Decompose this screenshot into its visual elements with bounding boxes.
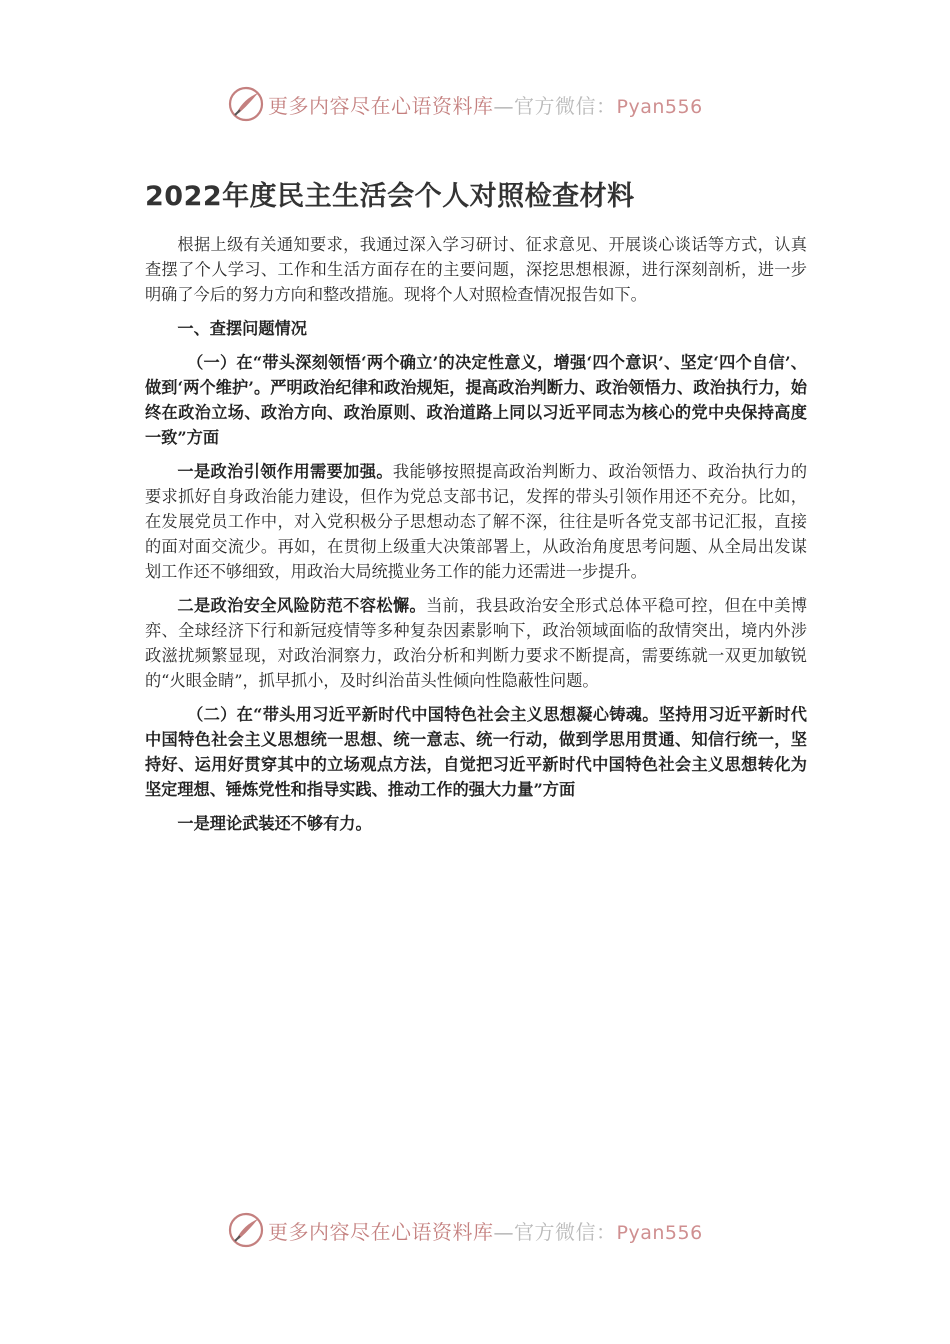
watermark-site-text: 更多内容尽在心语资料库 <box>268 1219 494 1244</box>
point-lead: 二是政治安全风险防范不容松懈。 <box>177 596 427 615</box>
watermark-wechat-label: 官方微信： <box>514 1219 617 1244</box>
quill-logo-icon <box>228 1212 264 1248</box>
document-title: 2022年度民主生活会个人对照检查材料 <box>145 181 635 212</box>
watermark-separator: — <box>493 93 514 118</box>
watermark-banner-bottom <box>228 1210 748 1250</box>
point-paragraph <box>145 459 807 584</box>
watermark-text <box>268 1216 703 1245</box>
watermark-wechat-id: Pyan556 <box>616 95 703 118</box>
point-paragraph <box>145 593 807 693</box>
point-lead: 一是理论武装还不够有力。 <box>177 814 372 833</box>
point-body: 我能够按照提高政治判断力、政治领悟力、政治执行力的要求抓好自身政治能力建设，但作为党总支部书记，发挥的带头引领作用还不充分。比如，在发展党员工作中，对入党积极分子思想动态了解不深，往往是听各党支部书记汇报，直接的面对面交流少。再如，在贯彻上级重大决策部署上，从政治角度思考问题、从全局出发谋划工作还不够细致，用政治大局统揽业务工作的能力还需进一步提升。 <box>145 462 808 581</box>
subsection-heading: （一）在“带头深刻领悟‘两个确立’的决定性意义，增强‘四个意识’、坚定‘四个自信’、做到‘两个维护’。严明政治纪律和政治规矩，提高政治判断力、政治领悟力、政治执行力，始终在政治立场、政治方向、政治原则、政治道路上同以习近平同志为核心的党中央保持高度一致”方面 <box>145 353 807 447</box>
intro-paragraph: 根据上级有关通知要求，我通过深入学习研讨、征求意见、开展谈心谈话等方式，认真查摆了个人学习、工作和生活方面存在的主要问题，深挖思想根源，进行深刻剖析，进一步明确了今后的努力方向和整改措施。现将个人对照检查情况报告如下。 <box>145 235 807 304</box>
watermark-wechat-id: Pyan556 <box>616 1221 703 1244</box>
document-body <box>145 232 807 845</box>
subsection-heading: （二）在“带头用习近平新时代中国特色社会主义思想凝心铸魂。坚持用习近平新时代中国特色社会主义思想统一思想、统一意志、统一行动，做到学思用贯通、知信行统一，坚持好、运用好贯穿其中的立场观点方法，自觉把习近平新时代中国特色社会主义思想转化为坚定理想、锤炼党性和指导实践、推动工作的强大力量”方面 <box>145 705 807 799</box>
watermark-banner-top <box>228 84 748 124</box>
point-paragraph <box>145 811 807 836</box>
point-body: 当前，我县政治安全形式总体平稳可控，但在中美博弈、全球经济下行和新冠疫情等多种复杂因素影响下，政治领域面临的敌情突出，境内外涉政滋扰频繁显现，对政治洞察力，政治分析和判断力要求不断提高，需要练就一双更加敏锐的“火眼金睛”，抓早抓小，及时纠治苗头性倾向性隐蔽性问题。 <box>145 596 808 690</box>
watermark-wechat-label: 官方微信： <box>514 93 617 118</box>
section-heading: 一、查摆问题情况 <box>177 319 307 338</box>
point-lead: 一是政治引领作用需要加强。 <box>177 462 393 481</box>
watermark-text <box>268 90 703 119</box>
quill-logo-icon <box>228 86 264 122</box>
watermark-separator: — <box>493 1219 514 1244</box>
watermark-site-text: 更多内容尽在心语资料库 <box>268 93 494 118</box>
